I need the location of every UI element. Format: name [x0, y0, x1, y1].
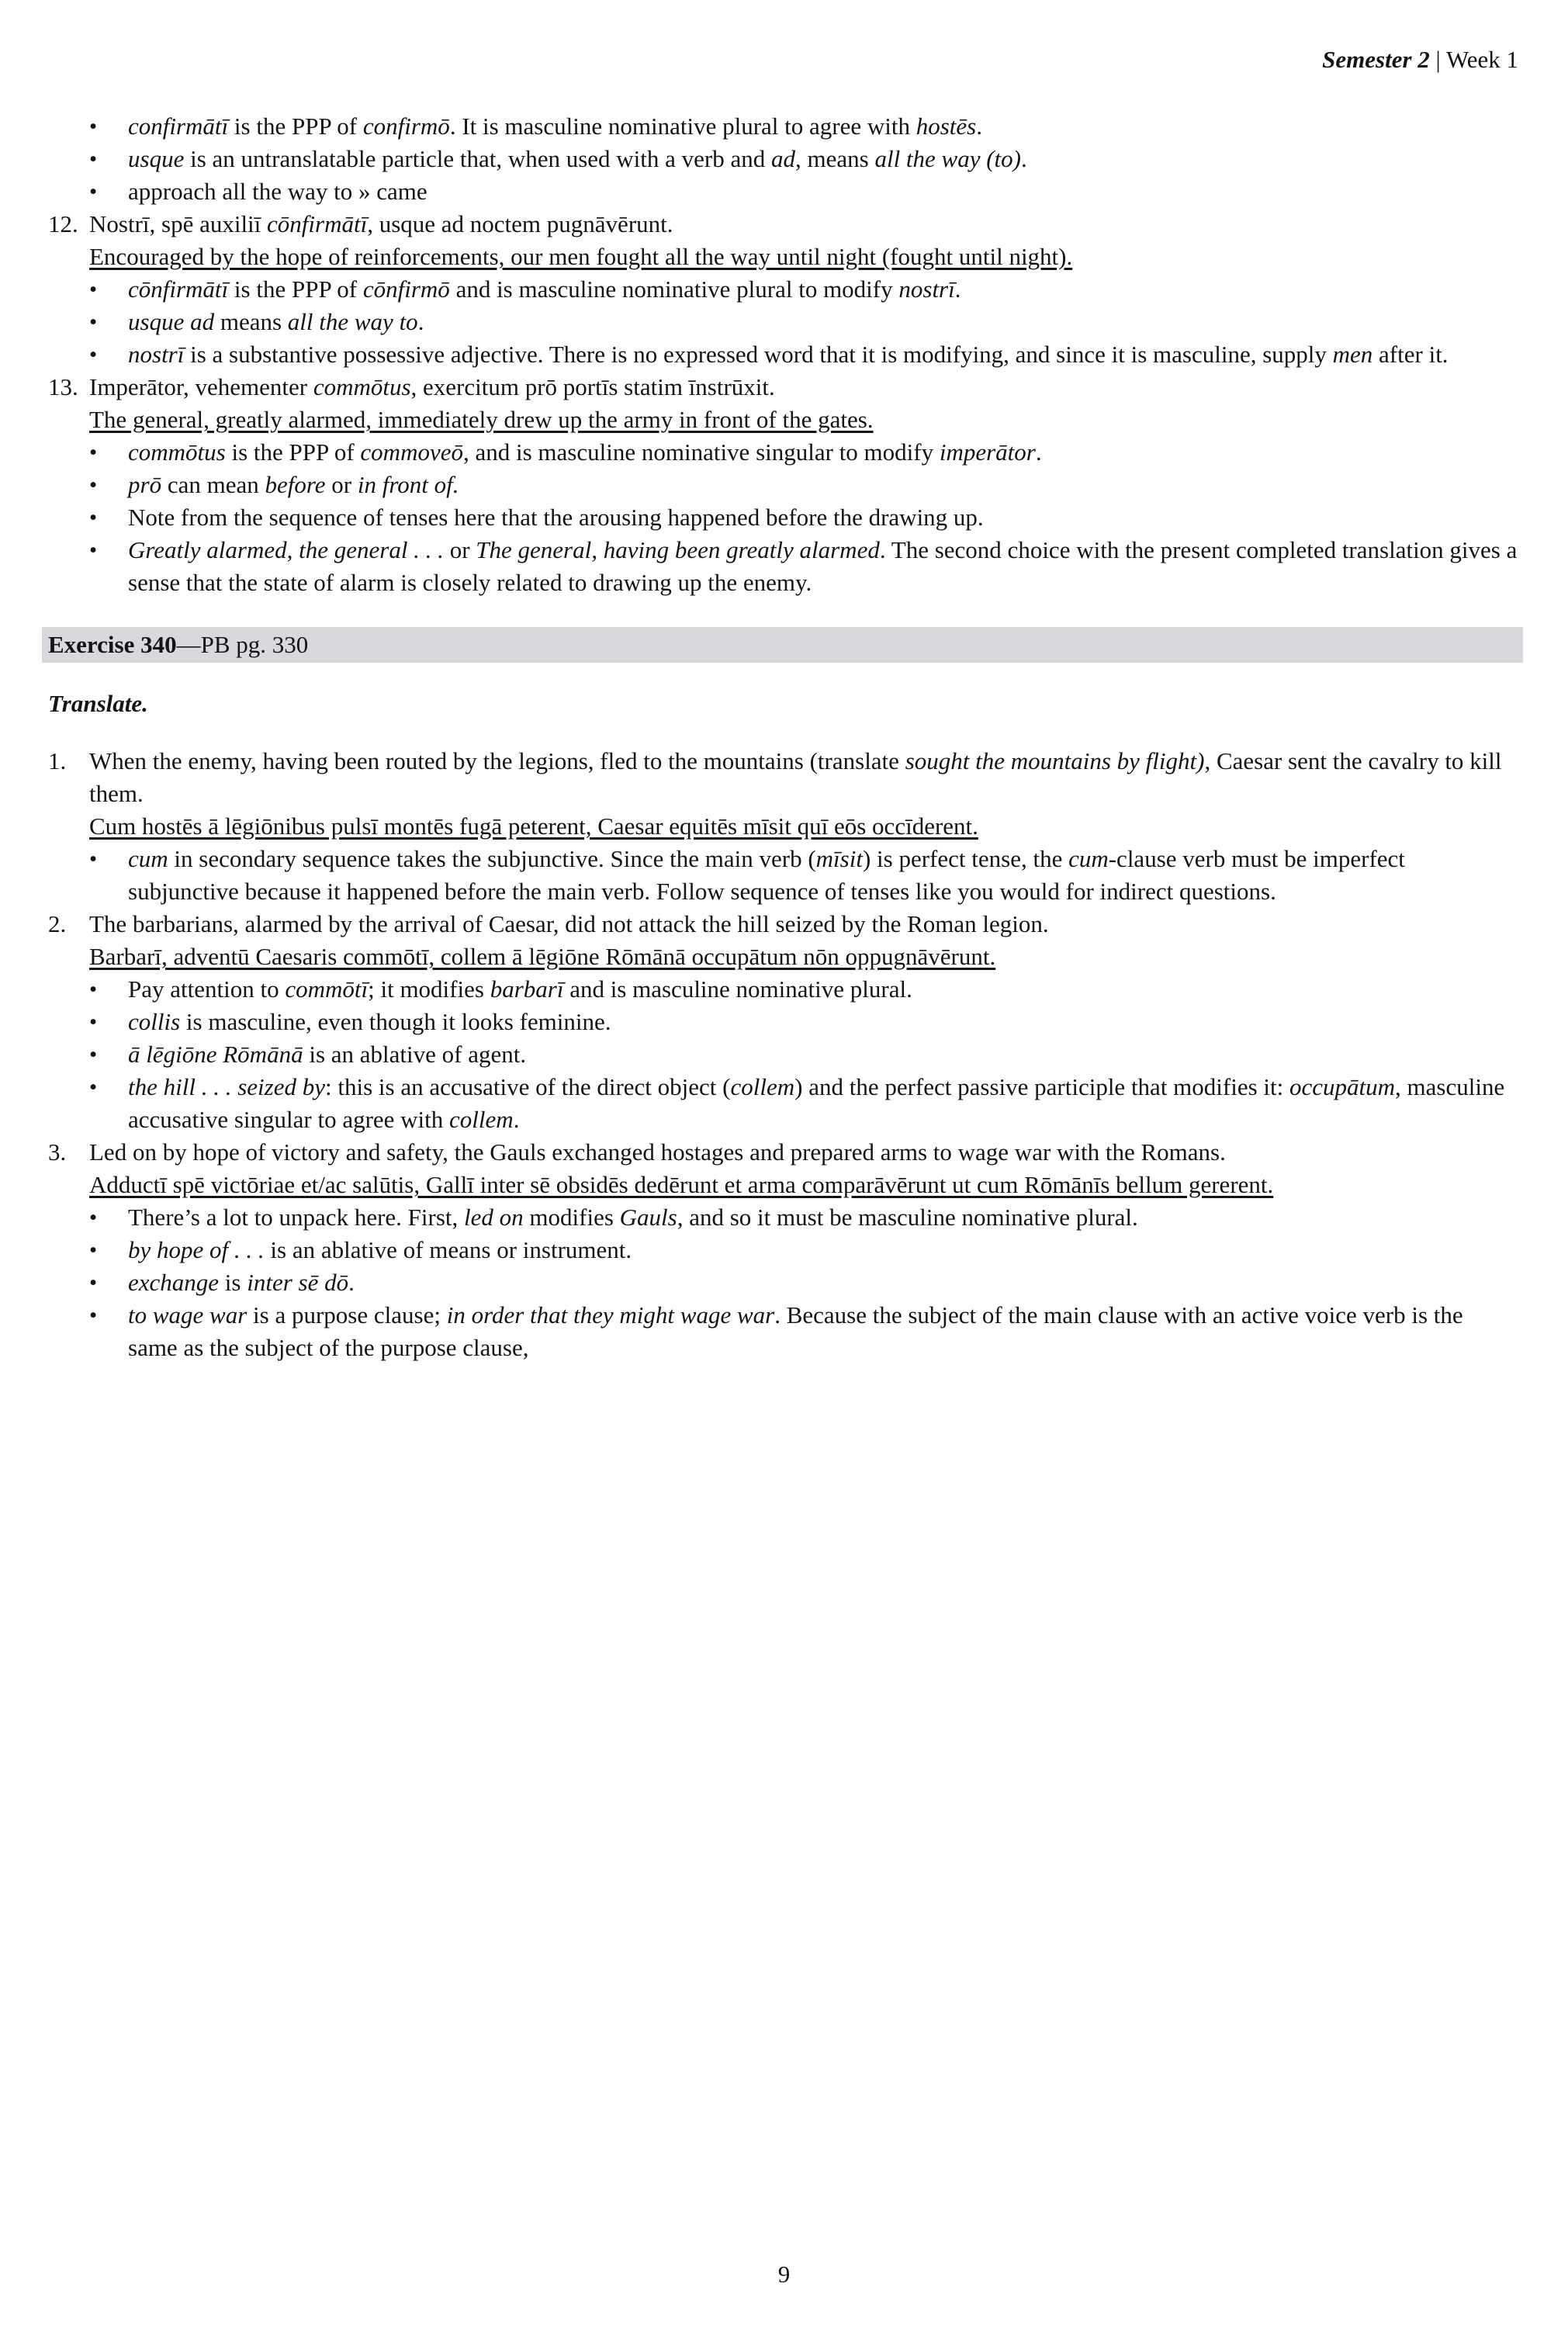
bullet-text	[128, 1266, 1518, 1299]
page-number: 9	[777, 2260, 791, 2288]
text-segment: commoveō	[360, 438, 463, 466]
bullet-text	[128, 534, 1518, 599]
text-segment: : this is an accusative of the direct object (	[324, 1073, 731, 1100]
text-segment: Led on by hope of victory and safety, the Gauls exchanged hostages and prepared arms to wage war with the Romans.	[89, 1138, 1226, 1166]
item-text	[89, 208, 1518, 241]
bullet-text	[128, 469, 1518, 501]
bullet-icon: •	[89, 1042, 98, 1067]
text-segment: in secondary sequence takes the subjunctive. Since the main verb (	[168, 845, 816, 872]
bullet-icon: •	[89, 147, 98, 171]
text-segment: The barbarians, alarmed by the arrival of Caesar, did not attack the hill seized by the Roman legion.	[89, 910, 1049, 937]
text-segment: When the enemy, having been routed by the legions, fled to the mountains (translate	[89, 747, 905, 774]
text-segment: Pay attention to	[128, 975, 286, 1003]
bullet-item	[48, 1299, 1518, 1364]
text-segment: -clause verb must be imperfect subjunctive because it happened before the main verb. Follow sequence of tenses like you would for indirect questions.	[128, 845, 1405, 905]
text-segment: Barbarī, adventū Caesaris commōtī, collem ā lēgiōne Rōmānā occupātum nōn oppugnāvērunt.	[89, 943, 996, 970]
text-segment: inter sē dō	[247, 1269, 349, 1296]
text-segment: barbarī	[490, 975, 564, 1003]
answer-line	[89, 810, 1518, 843]
bullet-item	[48, 534, 1518, 599]
bullet-icon: •	[89, 114, 98, 139]
text-segment: after it.	[1372, 341, 1449, 368]
text-segment: all the way (to)	[874, 145, 1021, 172]
bullet-icon: •	[89, 1238, 98, 1263]
text-segment: usque	[128, 145, 185, 172]
bullet-text	[128, 843, 1518, 908]
text-segment: Translate.	[48, 690, 148, 717]
bullet-text	[128, 1038, 1518, 1071]
text-segment: .	[976, 113, 982, 140]
bullet-text	[128, 306, 1518, 338]
text-segment: cōnfirmō	[362, 275, 450, 303]
bullet-item	[48, 436, 1518, 469]
text-segment: Encouraged by the hope of reinforcements, our men fought all the way until night (fought until night).	[89, 243, 1073, 270]
bullet-icon: •	[89, 1205, 98, 1230]
text-segment: .	[954, 275, 961, 303]
text-segment: Exercise 340	[48, 631, 177, 658]
text-segment: , exercitum prō portīs statim īnstrūxit.	[410, 373, 775, 400]
bullet-icon: •	[89, 310, 98, 334]
text-segment: .	[1021, 145, 1027, 172]
text-segment: in front of.	[357, 471, 459, 498]
text-segment: can mean	[161, 471, 265, 498]
numbered-item	[48, 745, 1518, 810]
text-segment: prō	[128, 471, 162, 498]
text-segment: There’s a lot to unpack here. First,	[128, 1204, 465, 1231]
text-segment: nostrī	[898, 275, 955, 303]
text-segment: cōnfirmātī	[128, 275, 229, 303]
text-segment: Nostrī, spē auxiliī	[89, 210, 268, 237]
bullet-icon: •	[89, 1303, 98, 1328]
text-segment: confirmō	[362, 113, 450, 140]
text-segment: by hope of . . .	[128, 1236, 265, 1263]
bullet-icon: •	[89, 1270, 98, 1295]
bullet-item	[48, 1266, 1518, 1299]
text-segment: or	[443, 536, 476, 563]
text-segment: Note from the sequence of tenses here that the arousing happened before the drawing up.	[128, 504, 984, 531]
item-number: 2.	[48, 910, 67, 937]
item-number: 1.	[48, 747, 67, 774]
numbered-item	[48, 371, 1518, 404]
bullet-item	[48, 175, 1518, 208]
item-number: 12.	[48, 210, 78, 237]
bullet-text	[128, 273, 1518, 306]
answer-line	[89, 241, 1518, 273]
text-segment: commōtus	[313, 373, 411, 400]
bullet-text	[128, 1006, 1518, 1038]
text-segment: led on	[464, 1204, 524, 1231]
item-text	[89, 1136, 1518, 1169]
text-segment: is an ablative of agent.	[303, 1041, 527, 1068]
bullet-icon: •	[89, 277, 98, 302]
text-segment: Cum hostēs ā lēgiōnibus pulsī montēs fugā peterent, Caesar equitēs mīsit quī eōs occīderent.	[89, 812, 978, 840]
text-segment: cum	[128, 845, 168, 872]
text-segment: is an untranslatable particle that, when used with a verb and	[184, 145, 771, 172]
text-segment: cōnfirmātī	[267, 210, 368, 237]
bullet-text	[128, 1201, 1518, 1234]
text-segment: , and is masculine nominative singular to modify	[462, 438, 940, 466]
bullet-text	[128, 143, 1518, 175]
text-segment: all the way to	[287, 308, 418, 335]
text-segment: and is masculine nominative plural to modify	[449, 275, 899, 303]
text-segment: approach all the way to » came	[128, 178, 427, 205]
item-number: 3.	[48, 1138, 67, 1166]
bullet-icon: •	[89, 538, 98, 563]
text-segment: and is masculine nominative plural.	[563, 975, 912, 1003]
text-segment: | Week 1	[1429, 46, 1518, 73]
text-segment: confirmātī	[128, 113, 229, 140]
page-header	[48, 43, 1518, 76]
bullet-item	[48, 501, 1518, 534]
text-segment: .	[1035, 438, 1042, 466]
text-segment: usque ad	[128, 308, 215, 335]
sub-heading	[48, 688, 1518, 720]
bullet-item	[48, 1071, 1518, 1136]
section-heading	[42, 627, 1523, 663]
bullet-item	[48, 469, 1518, 501]
text-segment: ) is perfect tense, the	[862, 845, 1069, 872]
text-segment: occupātum	[1289, 1073, 1396, 1100]
bullet-item	[48, 1006, 1518, 1038]
text-segment: collis	[128, 1008, 181, 1035]
numbered-item	[48, 208, 1518, 241]
text-segment: nostrī	[128, 341, 185, 368]
bullet-icon: •	[89, 847, 98, 871]
bullet-item	[48, 306, 1518, 338]
text-segment: is masculine, even though it looks feminine.	[180, 1008, 611, 1035]
bullet-item	[48, 1201, 1518, 1234]
text-segment: sought the mountains by flight)	[905, 747, 1205, 774]
text-segment: exchange	[128, 1269, 220, 1296]
answer-line	[89, 1169, 1518, 1201]
item-text	[89, 745, 1518, 810]
text-segment: is a substantive possessive adjective. There is no expressed word that it is modifying, and since it is masculine, supply	[184, 341, 1333, 368]
text-segment: modifies	[523, 1204, 620, 1231]
content	[48, 110, 1518, 1364]
text-segment: , Caesar sent the cavalry to kill them.	[89, 747, 1502, 807]
bullet-icon: •	[89, 179, 98, 204]
text-segment: , and so it must be masculine nominative plural.	[677, 1204, 1138, 1231]
text-segment: mīsit	[815, 845, 863, 872]
text-segment: ad	[771, 145, 795, 172]
bullet-icon: •	[89, 342, 98, 367]
bullet-icon: •	[89, 977, 98, 1002]
text-segment: Gauls	[619, 1204, 677, 1231]
bullet-icon: •	[89, 1010, 98, 1034]
text-segment: Imperātor, vehementer	[89, 373, 313, 400]
bullet-item	[48, 843, 1518, 908]
text-segment: —PB pg. 330	[176, 631, 309, 658]
text-segment: hostēs	[916, 113, 977, 140]
bullet-text	[128, 501, 1518, 534]
text-segment: Greatly alarmed, the general . . .	[128, 536, 444, 563]
text-segment: or	[325, 471, 358, 498]
numbered-item	[48, 908, 1518, 941]
text-segment: to wage war	[128, 1301, 247, 1329]
text-segment: the hill . . . seized by	[128, 1073, 325, 1100]
text-segment: , masculine accusative singular to agree with	[128, 1073, 1505, 1133]
answer-line	[89, 404, 1518, 436]
text-segment: ) and the perfect passive participle that modifies it:	[794, 1073, 1290, 1100]
bullet-item	[48, 1234, 1518, 1266]
numbered-item	[48, 1136, 1518, 1169]
bullet-icon: •	[89, 1075, 98, 1100]
text-segment: is the PPP of	[228, 275, 363, 303]
answer-line	[89, 941, 1518, 973]
bullet-text	[128, 973, 1518, 1006]
text-segment: . Because the subject of the main clause with an active voice verb is the same as the subject of the purpose clause,	[128, 1301, 1463, 1361]
bullet-text	[128, 1299, 1518, 1364]
text-segment: . The second choice with the present completed translation gives a sense that the state of alarm is closely related to drawing up the enemy.	[128, 536, 1518, 596]
text-segment: ; it modifies	[368, 975, 490, 1003]
text-segment: Semester 2	[1322, 46, 1430, 73]
text-segment: .	[513, 1106, 520, 1133]
text-segment: Adductī spē victōriae et/ac salūtis, Gallī inter sē obsidēs dedērunt et arma comparāvērunt ut cum Rōmānīs bellum gererent.	[89, 1171, 1274, 1198]
text-segment: is an ablative of means or instrument.	[264, 1236, 632, 1263]
bullet-icon: •	[89, 440, 98, 465]
bullet-item	[48, 1038, 1518, 1071]
text-segment: is a purpose clause;	[247, 1301, 447, 1329]
text-segment: collem	[449, 1106, 514, 1133]
bullet-text	[128, 1071, 1518, 1136]
item-text	[89, 908, 1518, 941]
text-segment: men	[1332, 341, 1373, 368]
bullet-item	[48, 143, 1518, 175]
text-segment: cum	[1068, 845, 1109, 872]
text-segment: .	[417, 308, 424, 335]
text-segment: collem	[730, 1073, 795, 1100]
text-segment: before	[265, 471, 326, 498]
bullet-text	[128, 436, 1518, 469]
text-segment: imperātor	[939, 438, 1036, 466]
bullet-item	[48, 110, 1518, 143]
text-segment: .	[348, 1269, 355, 1296]
text-segment: The general, having been greatly alarmed	[476, 536, 880, 563]
bullet-item	[48, 273, 1518, 306]
text-segment: is the PPP of	[225, 438, 361, 466]
bullet-text	[128, 175, 1518, 208]
bullet-text	[128, 1234, 1518, 1266]
text-segment: , means	[795, 145, 875, 172]
bullet-item	[48, 338, 1518, 371]
text-segment: . It is masculine nominative plural to agree with	[449, 113, 916, 140]
item-number: 13.	[48, 373, 78, 400]
text-segment: in order that they might wage war	[446, 1301, 775, 1329]
text-segment: commōtī	[285, 975, 369, 1003]
text-segment: The general, greatly alarmed, immediately drew up the army in front of the gates.	[89, 406, 874, 433]
text-segment: commōtus	[128, 438, 226, 466]
bullet-text	[128, 110, 1518, 143]
text-segment: ā lēgiōne Rōmānā	[128, 1041, 303, 1068]
bullet-item	[48, 973, 1518, 1006]
bullet-icon: •	[89, 505, 98, 530]
item-text	[89, 371, 1518, 404]
text-segment: is	[219, 1269, 247, 1296]
bullet-icon: •	[89, 473, 98, 497]
bullet-text	[128, 338, 1518, 371]
text-segment: means	[214, 308, 288, 335]
text-segment: , usque ad noctem pugnāvērunt.	[367, 210, 673, 237]
text-segment: is the PPP of	[228, 113, 363, 140]
